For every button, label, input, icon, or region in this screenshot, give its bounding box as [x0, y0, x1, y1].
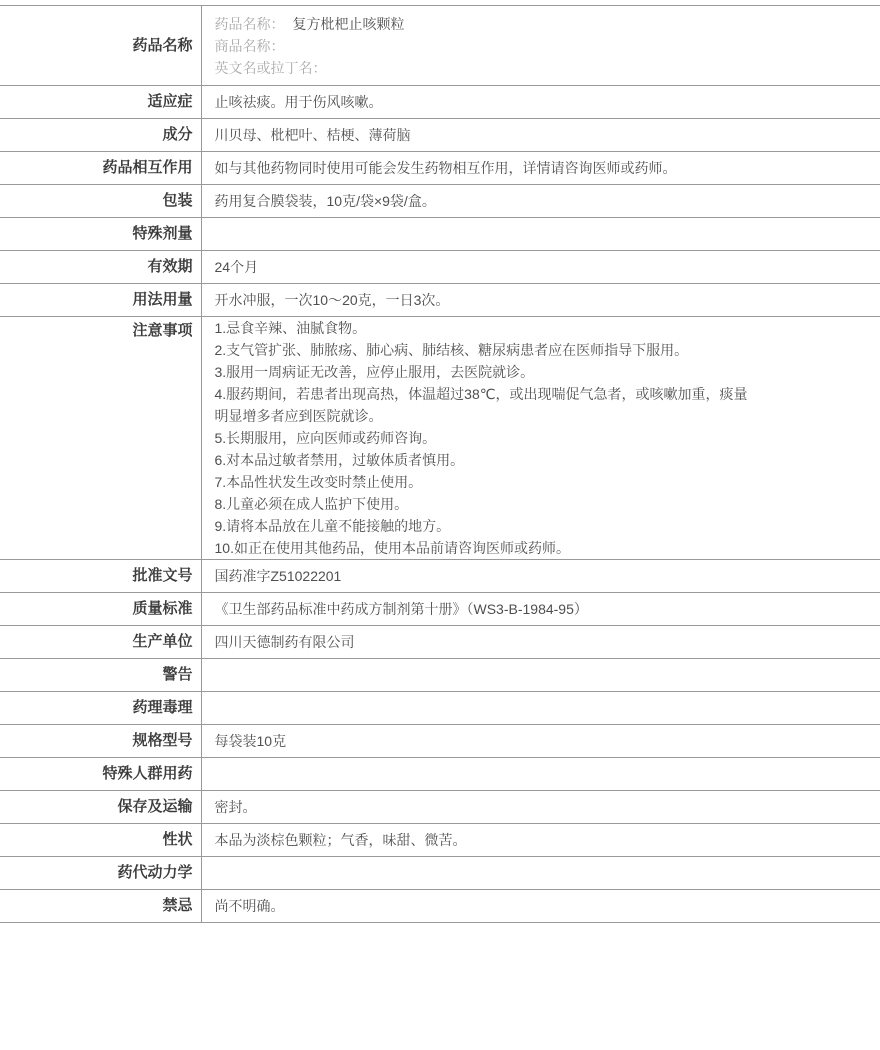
table-row-special-dosage: [0, 218, 880, 251]
table-row-appearance: [0, 824, 880, 857]
row-label: 药品相互作用: [0, 152, 201, 185]
precaution-item-continuation: 明显增多者应到医院就诊。: [214, 408, 383, 424]
row-label: 质量标准: [0, 593, 201, 626]
row-value: [201, 659, 880, 692]
english-name-line: [215, 57, 871, 79]
row-value: 国药准字Z51022201: [214, 568, 342, 584]
row-label: 药品名称: [0, 6, 201, 86]
row-value: 《卫生部药品标准中药成方制剂第十册》（WS3-B-1984-95）: [214, 601, 588, 617]
field-value: 复方枇杷止咳颗粒: [292, 15, 405, 32]
row-label: 包装: [0, 185, 201, 218]
row-label: 成分: [0, 119, 201, 152]
row-label: 特殊人群用药: [0, 758, 201, 791]
table-row-indications: [0, 86, 880, 119]
row-value: 如与其他药物同时使用可能会发生药物相互作用，详情请咨询医师或药师。: [214, 160, 677, 176]
precaution-item: 8.儿童必须在成人监护下使用。: [214, 496, 409, 512]
row-label: 生产单位: [0, 626, 201, 659]
field-label: 商品名称：: [214, 37, 285, 54]
table-row-precautions: [0, 317, 880, 560]
row-value: 本品为淡棕色颗粒；气香，味甜、微苦。: [214, 832, 467, 848]
precaution-item: 4.服药期间，若患者出现高热，体温超过38℃，或出现喘促气急者，或咳嗽加重，痰量: [214, 386, 748, 402]
row-value: 密封。: [214, 799, 257, 815]
precaution-item: 3.服用一周病证无改善，应停止服用，去医院就诊。: [214, 364, 535, 380]
drug-info-table: [0, 5, 880, 923]
row-value: [201, 218, 880, 251]
row-label: 注意事项: [0, 317, 201, 560]
row-label: 用法用量: [0, 284, 201, 317]
table-row-pharmacology-toxicology: [0, 692, 880, 725]
table-row-special-populations: [0, 758, 880, 791]
row-label: 规格型号: [0, 725, 201, 758]
row-label: 特殊剂量: [0, 218, 201, 251]
precaution-item: 5.长期服用，应向医师或药师咨询。: [214, 430, 437, 446]
row-value: 24个月: [214, 259, 259, 275]
row-label: 药理毒理: [0, 692, 201, 725]
row-value: 每袋装10克: [214, 733, 287, 749]
row-value: 四川天德制药有限公司: [214, 634, 355, 650]
row-value: 开水冲服，一次10～20克，一日3次。: [214, 292, 450, 308]
field-label: 药品名称：: [214, 15, 285, 32]
row-value: 川贝母、枇杷叶、桔梗、薄荷脑: [214, 127, 411, 143]
row-value: [201, 692, 880, 725]
row-value: [201, 6, 880, 86]
row-label: 批准文号: [0, 560, 201, 593]
table-row-ingredients: [0, 119, 880, 152]
precaution-item: 6.对本品过敏者禁用，过敏体质者慎用。: [214, 452, 465, 468]
table-row-manufacturer: [0, 626, 880, 659]
precaution-item: 10.如正在使用其他药品，使用本品前请咨询医师或药师。: [214, 540, 570, 556]
row-value: 尚不明确。: [214, 898, 285, 914]
row-value: [201, 317, 880, 560]
trade-name-line: [215, 35, 871, 57]
table-row-dosage-usage: [0, 284, 880, 317]
field-label: 英文名或拉丁名：: [214, 59, 327, 76]
row-label: 保存及运输: [0, 791, 201, 824]
table-row-contraindications: [0, 890, 880, 923]
row-value: 药用复合膜袋装，10克/袋×9袋/盒。: [214, 193, 436, 209]
precaution-item: 2.支气管扩张、肺脓疡、肺心病、肺结核、糖尿病患者应在医师指导下服用。: [214, 342, 689, 358]
row-label: 禁忌: [0, 890, 201, 923]
drug-name-line: [215, 13, 871, 35]
precaution-item: 7.本品性状发生改变时禁止使用。: [214, 474, 423, 490]
row-label: 药代动力学: [0, 857, 201, 890]
row-label: 警告: [0, 659, 201, 692]
row-value: [201, 758, 880, 791]
table-row-shelf-life: [0, 251, 880, 284]
row-value: [201, 857, 880, 890]
table-row-storage-transport: [0, 791, 880, 824]
row-label: 有效期: [0, 251, 201, 284]
table-row-drug-name: [0, 6, 880, 86]
table-row-interactions: [0, 152, 880, 185]
table-row-approval-number: [0, 560, 880, 593]
row-label: 性状: [0, 824, 201, 857]
table-row-quality-standard: [0, 593, 880, 626]
row-label: 适应症: [0, 86, 201, 119]
table-row-specification: [0, 725, 880, 758]
precaution-item: 1.忌食辛辣、油腻食物。: [214, 320, 367, 336]
precaution-item: 9.请将本品放在儿童不能接触的地方。: [214, 518, 451, 534]
table-row-pharmacokinetics: [0, 857, 880, 890]
table-row-warning: [0, 659, 880, 692]
table-row-packaging: [0, 185, 880, 218]
row-value: 止咳祛痰。用于伤风咳嗽。: [214, 94, 383, 110]
